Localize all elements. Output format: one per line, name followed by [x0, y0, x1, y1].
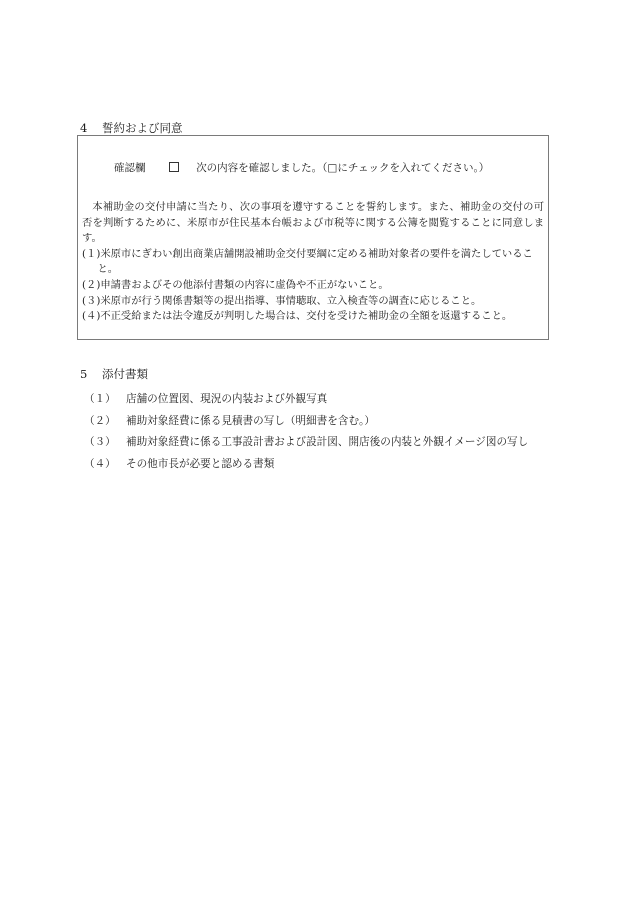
confirm-label: 確認欄 — [114, 162, 146, 174]
attachment-item — [84, 411, 554, 433]
section-4-heading — [80, 120, 183, 136]
item-text: 店舗の位置図、現況の内装および外観写真 — [126, 393, 328, 405]
pledge-item: (２)申請書およびその他添付書類の内容に虚偽や不正がないこと。 — [82, 278, 389, 291]
pledge-item: (４)不正受給または法令違反が判明した場合は、交付を受けた補助金の全額を返還すること。 — [82, 310, 513, 323]
pledge-item: (３)米原市が行う関係書類等の提出指導、事情聴取、立入検査等の調査に応じること。 — [82, 294, 482, 307]
attachment-item — [84, 432, 554, 454]
attachment-item — [84, 454, 554, 476]
section-title: 添付書類 — [102, 367, 148, 381]
item-number: （１） — [84, 393, 116, 405]
pledge-item: (１)米原市にぎわい創出商業店舗開設補助金交付要綱に定める補助対象者の要件を満たしていること。 — [82, 247, 533, 276]
pledge-body — [82, 200, 544, 325]
attachment-list — [84, 389, 554, 475]
confirm-text: 次の内容を確認しました。（□にチェックを入れてください。） — [196, 162, 490, 174]
item-number: （２） — [84, 414, 116, 427]
item-text: その他市長が必要と認める書類 — [126, 457, 275, 470]
item-text: 補助対象経費に係る工事設計書および設計図、開店後の内装と外観イメージ図の写し — [126, 436, 529, 448]
attachment-item — [84, 389, 554, 411]
section-title: 誓約および同意 — [102, 121, 183, 135]
pledge-box — [77, 135, 549, 340]
item-text: 補助対象経費に係る見積書の写し（明細書を含む。） — [126, 414, 375, 427]
section-5-heading — [80, 366, 148, 382]
confirm-checkbox[interactable] — [169, 162, 179, 172]
section-number: 4 — [80, 121, 88, 135]
item-number: （４） — [84, 457, 116, 470]
item-number: （３） — [84, 436, 116, 448]
pledge-intro: 本補助金の交付申請に当たり、次の事項を遵守することを誓約します。また、補助金の交付の可否を判断するために、米原市が住民基本台帳および市税等に関する公簿を閲覧することに同意します。 — [82, 201, 544, 245]
confirmation-row — [114, 160, 489, 175]
section-number: 5 — [80, 367, 88, 381]
